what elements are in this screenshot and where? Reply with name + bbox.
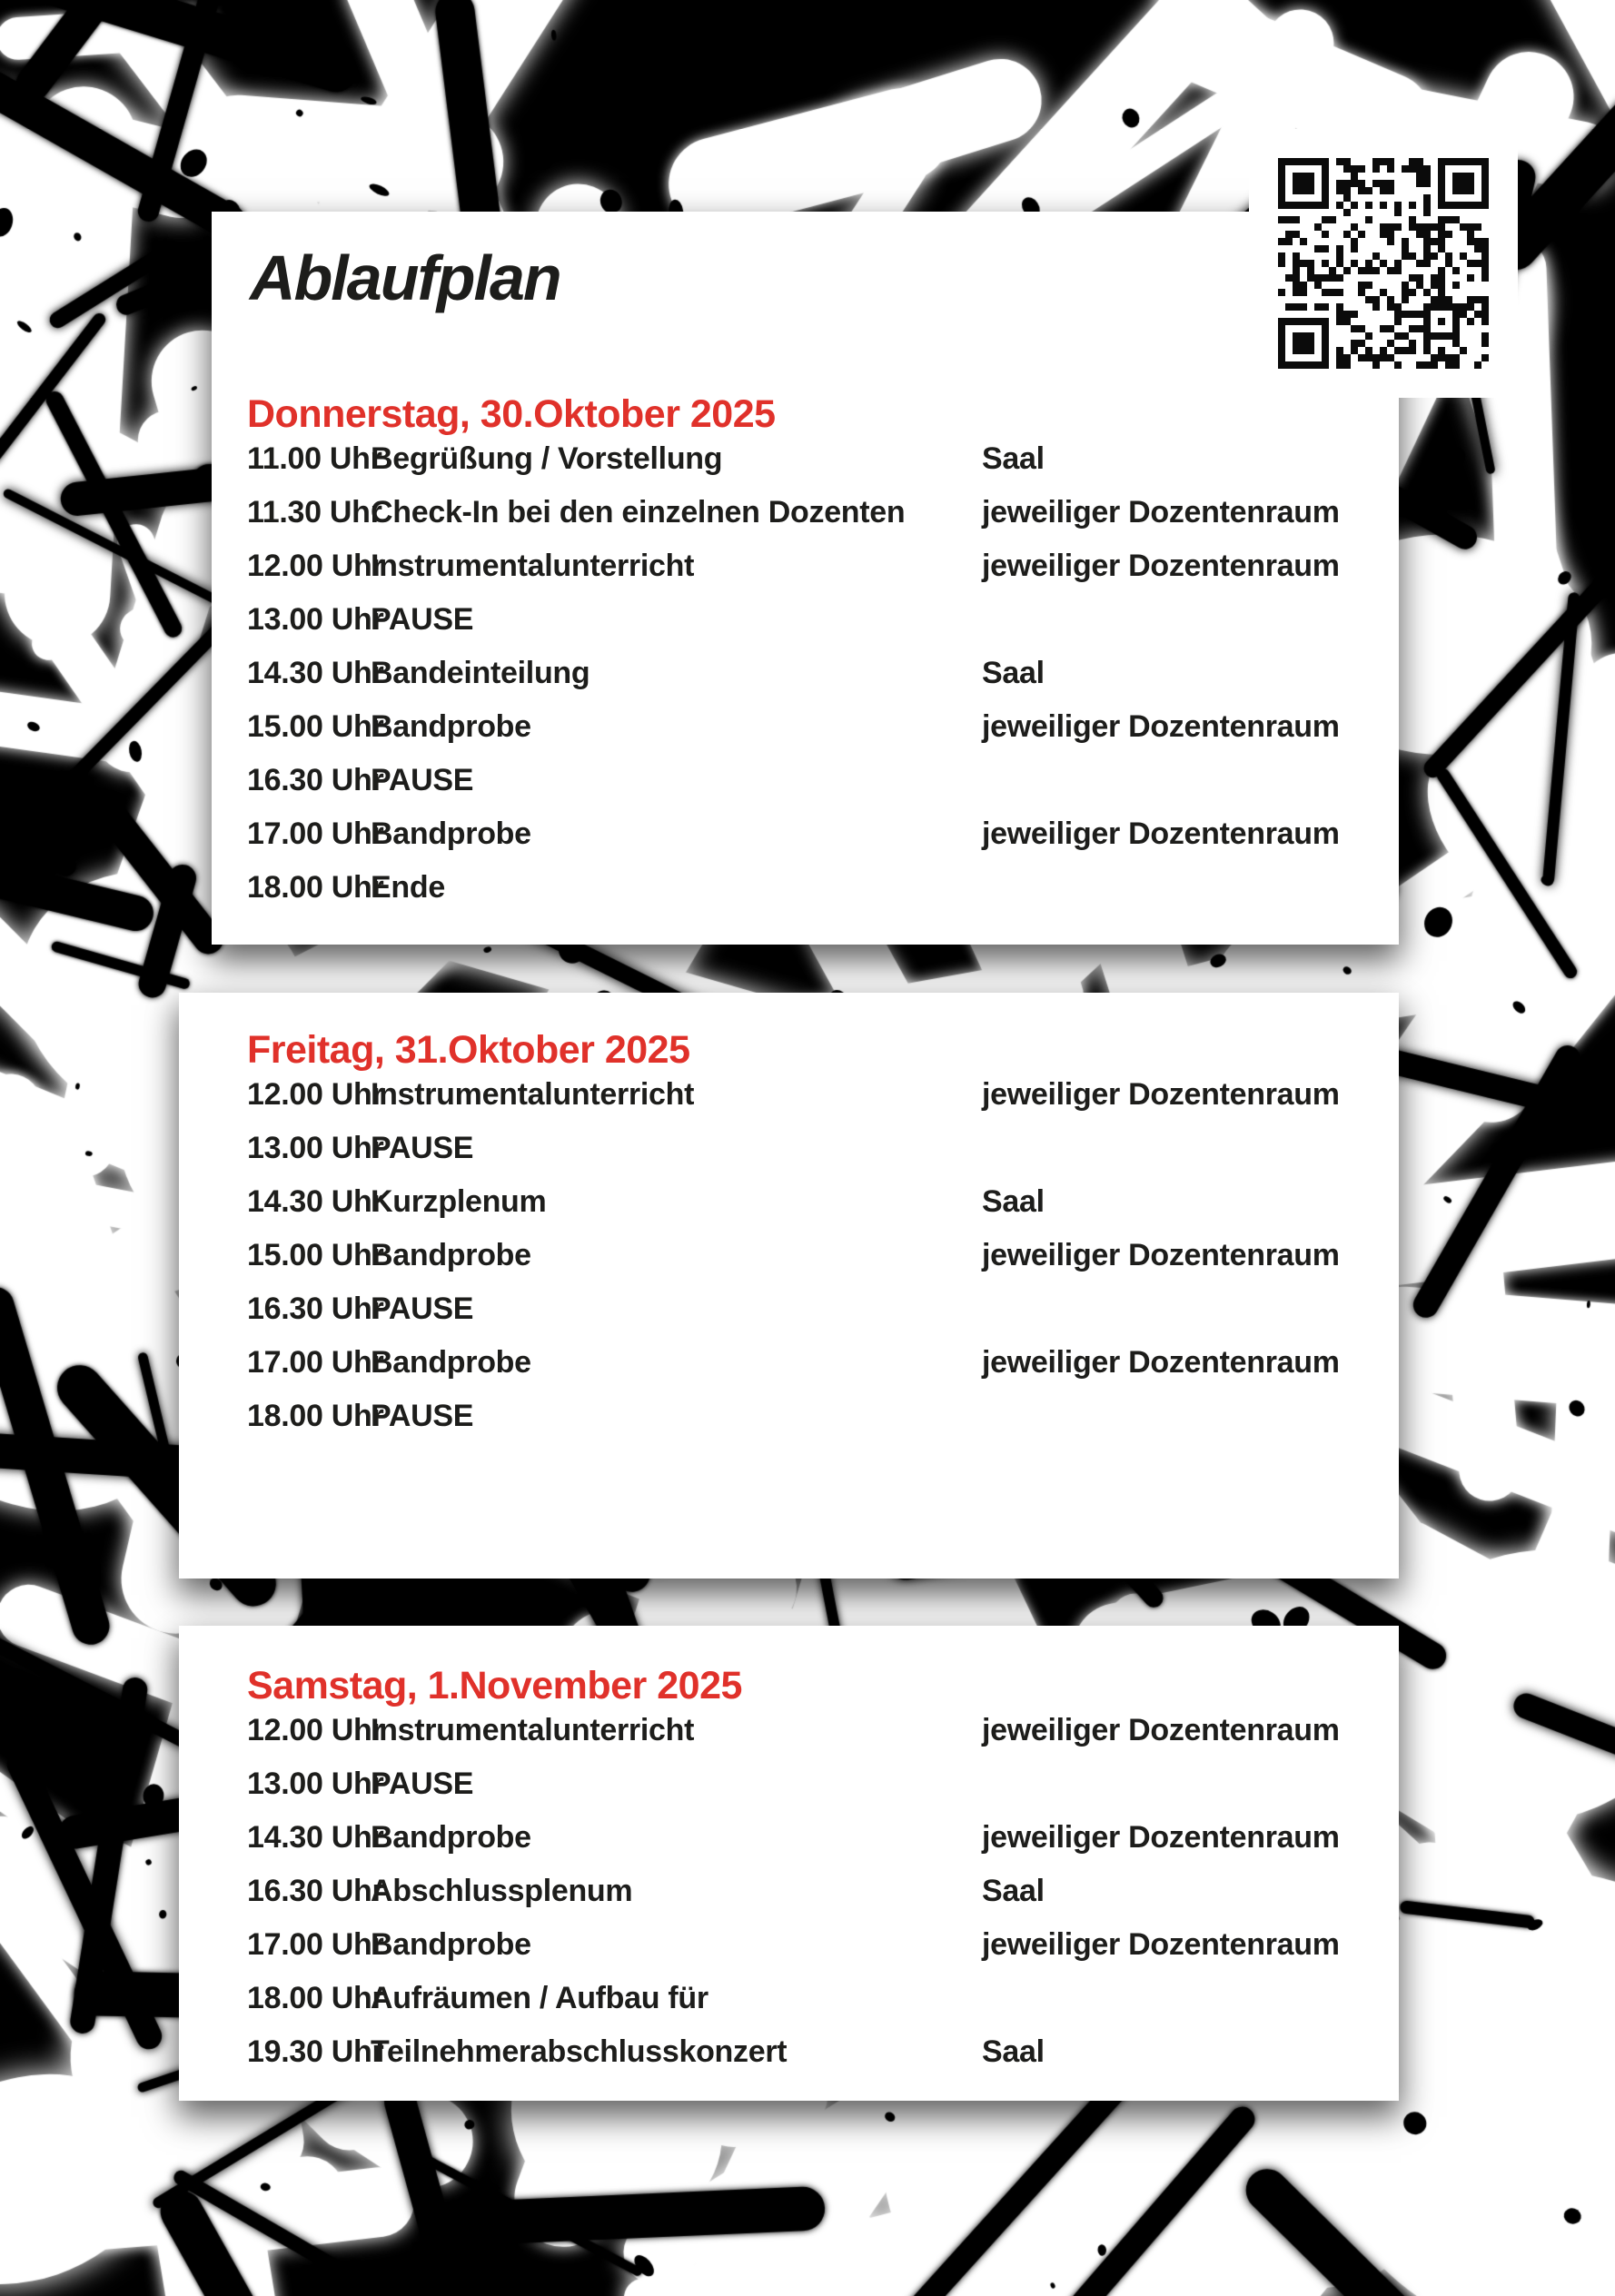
row-location: Saal (982, 1184, 1045, 1219)
row-time: 12.00 Uhr (247, 1713, 384, 1747)
row-activity: PAUSE (371, 1131, 474, 1165)
schedule-rows (247, 1714, 1344, 2068)
schedule-rows (247, 1078, 1344, 1432)
row-time: 19.30 Uhr (247, 2034, 384, 2069)
schedule-rows (247, 442, 1344, 904)
row-location: jeweiliger Dozentenraum (982, 1927, 1340, 1962)
schedule-row (247, 442, 1344, 475)
row-time: 16.30 Uhr (247, 1874, 384, 1908)
schedule-row (247, 1185, 1344, 1218)
schedule-row (247, 1239, 1344, 1272)
row-activity: Begrüßung / Vorstellung (371, 441, 723, 476)
row-location: jeweiliger Dozentenraum (982, 1713, 1340, 1747)
day-heading-freitag: Freitag, 31.Oktober 2025 (247, 1028, 690, 1072)
day-heading-donnerstag: Donnerstag, 30.Oktober 2025 (247, 392, 776, 436)
row-time: 17.00 Uhr (247, 1927, 384, 1962)
day-heading-samstag: Samstag, 1.November 2025 (247, 1664, 742, 1707)
row-time: 14.30 Uhr (247, 1184, 384, 1219)
row-activity: Instrumentalunterricht (371, 1713, 695, 1747)
page-title: Ablaufplan (250, 242, 560, 313)
row-location: jeweiliger Dozentenraum (982, 1820, 1340, 1855)
row-location: Saal (982, 1874, 1045, 1908)
row-activity: Bandprobe (371, 709, 531, 744)
row-time: 13.00 Uhr (247, 602, 384, 637)
row-time: 17.00 Uhr (247, 1345, 384, 1380)
qr-code-icon (1278, 158, 1489, 369)
row-activity: Instrumentalunterricht (371, 549, 695, 583)
row-activity: PAUSE (371, 1767, 474, 1801)
row-time: 16.30 Uhr (247, 1292, 384, 1326)
schedule-row (247, 2035, 1344, 2068)
day-schedule (247, 1665, 1344, 2089)
row-time: 15.00 Uhr (247, 709, 384, 744)
schedule-row (247, 764, 1344, 797)
row-activity: Kurzplenum (371, 1184, 547, 1219)
row-time: 13.00 Uhr (247, 1767, 384, 1801)
row-activity: Instrumentalunterricht (371, 1077, 695, 1112)
schedule-row (247, 1292, 1344, 1325)
row-time: 14.30 Uhr (247, 656, 384, 690)
row-activity: PAUSE (371, 1292, 474, 1326)
row-location (982, 1982, 1344, 2014)
row-location: jeweiliger Dozentenraum (982, 495, 1340, 529)
schedule-row (247, 710, 1344, 743)
schedule-row (247, 1982, 1344, 2014)
row-time: 13.00 Uhr (247, 1131, 384, 1165)
schedule-row (247, 1400, 1344, 1432)
row-activity: Bandeinteilung (371, 656, 590, 690)
schedule-row (247, 496, 1344, 529)
schedule-row (247, 817, 1344, 850)
row-time: 18.00 Uhr (247, 1981, 384, 2015)
row-activity: PAUSE (371, 1399, 474, 1433)
day-panel-freitag (179, 993, 1399, 1578)
schedule-row (247, 1132, 1344, 1164)
row-location (982, 1400, 1344, 1432)
row-time: 15.00 Uhr (247, 1238, 384, 1272)
day-panel-donnerstag (212, 212, 1399, 945)
row-time: 12.00 Uhr (247, 549, 384, 583)
row-location (982, 764, 1344, 797)
row-activity: Bandprobe (371, 1927, 531, 1962)
schedule-row (247, 603, 1344, 636)
row-activity: Ende (371, 870, 445, 905)
schedule-row (247, 1714, 1344, 1747)
schedule-row (247, 1346, 1344, 1379)
row-activity: Bandprobe (371, 1345, 531, 1380)
row-location: jeweiliger Dozentenraum (982, 1345, 1340, 1380)
schedule-row (247, 1078, 1344, 1111)
row-location: jeweiliger Dozentenraum (982, 816, 1340, 851)
row-activity: PAUSE (371, 763, 474, 797)
row-time: 18.00 Uhr (247, 870, 384, 905)
row-activity: Bandprobe (371, 1820, 531, 1855)
schedule-row (247, 549, 1344, 582)
day-schedule (247, 393, 1344, 925)
row-activity: PAUSE (371, 602, 474, 637)
row-location (982, 871, 1344, 904)
schedule-row (247, 1767, 1344, 1800)
row-location: Saal (982, 2034, 1045, 2069)
qr-code (1249, 129, 1518, 398)
row-activity: Teilnehmerabschlusskonzert (371, 2034, 788, 2069)
row-location (982, 603, 1344, 636)
row-location: jeweiliger Dozentenraum (982, 549, 1340, 583)
row-location: jeweiliger Dozentenraum (982, 1238, 1340, 1272)
row-location: jeweiliger Dozentenraum (982, 1077, 1340, 1112)
row-time: 18.00 Uhr (247, 1399, 384, 1433)
schedule-row (247, 1821, 1344, 1854)
row-time: 12.00 Uhr (247, 1077, 384, 1112)
day-panel-samstag (179, 1626, 1399, 2101)
schedule-row (247, 871, 1344, 904)
row-time: 17.00 Uhr (247, 816, 384, 851)
row-time: 16.30 Uhr (247, 763, 384, 797)
row-activity: Abschlussplenum (371, 1874, 633, 1908)
row-activity: Check-In bei den einzelnen Dozenten (371, 495, 906, 529)
row-time: 11.30 Uhr (247, 495, 382, 529)
day-schedule (247, 1029, 1344, 1453)
row-location: jeweiliger Dozentenraum (982, 709, 1340, 744)
schedule-row (247, 1875, 1344, 1907)
schedule-row (247, 657, 1344, 689)
row-location (982, 1132, 1344, 1164)
row-time: 11.00 Uhr (247, 441, 382, 476)
row-location (982, 1292, 1344, 1325)
row-time: 14.30 Uhr (247, 1820, 384, 1855)
row-location: Saal (982, 656, 1045, 690)
row-location: Saal (982, 441, 1045, 476)
row-activity: Aufräumen / Aufbau für (371, 1981, 708, 2015)
row-activity: Bandprobe (371, 1238, 531, 1272)
schedule-row (247, 1928, 1344, 1961)
row-activity: Bandprobe (371, 816, 531, 851)
row-location (982, 1767, 1344, 1800)
